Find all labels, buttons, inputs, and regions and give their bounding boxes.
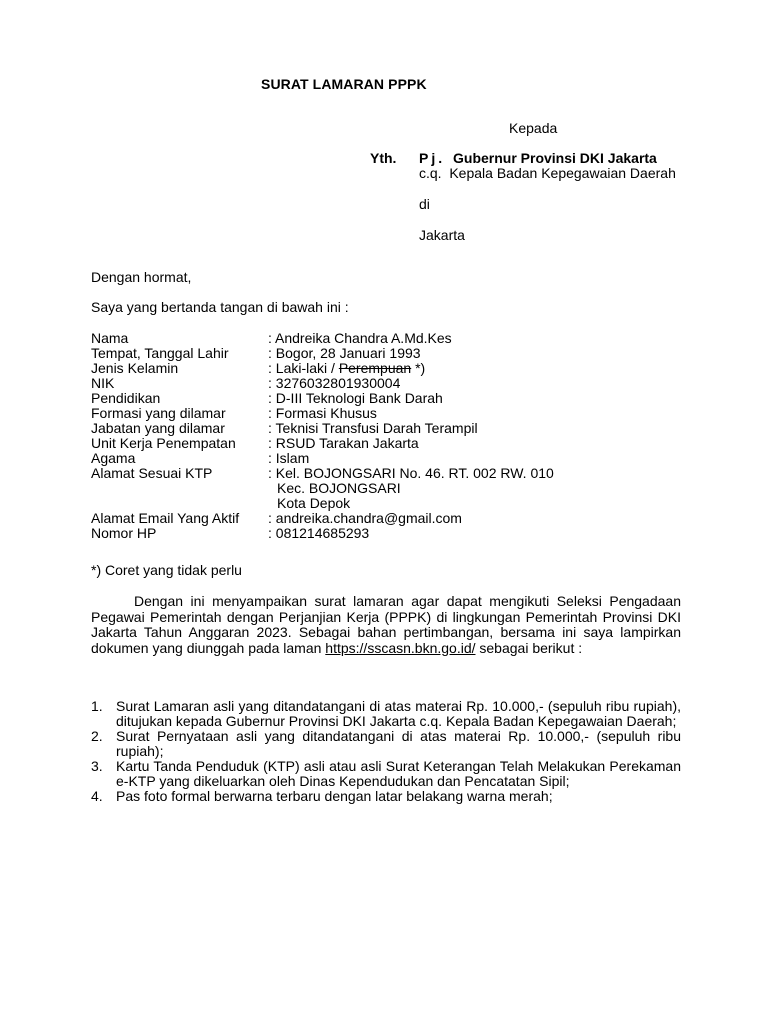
field-row-ttl — [91, 346, 651, 361]
field-row-unit-kerja — [91, 436, 651, 451]
body-text: Dengan ini menyampaikan surat lamaran agar dapat mengikuti Seleksi Pengadaan Pegawai Pemerintah dengan Perjanjian Kerja (PPPK) di lingkungan Pemerintah Provinsi DKI Jakarta Tahun Anggaran 2023. Sebagai bahan pertimbangan, bersama ini saya lampirkan dokumen yang diunggah pada laman — [91, 593, 681, 656]
list-text: Surat Lamaran asli yang ditandatangani di atas materai Rp. 10.000,- (sepuluh ribu rupiah), ditujukan kepada Gubernur Provinsi DKI Jakarta c.q. Kepala Badan Kepegawaian Daerah; — [116, 698, 681, 729]
field-label: Unit Kerja Penempatan — [91, 435, 236, 451]
field-value: : RSUD Tarakan Jakarta — [268, 435, 419, 451]
field-row-gender — [91, 361, 651, 376]
field-label: Tempat, Tanggal Lahir — [91, 345, 229, 361]
field-row-jabatan — [91, 421, 651, 436]
field-label: Formasi yang dilamar — [91, 405, 226, 421]
recipient-kepada: Kepada — [509, 120, 558, 136]
field-label: Jenis Kelamin — [91, 360, 179, 376]
list-number: 3. — [91, 758, 103, 774]
recipient-city: Jakarta — [419, 227, 465, 243]
list-number: 4. — [91, 788, 103, 804]
field-label: Jabatan yang dilamar — [91, 420, 225, 436]
list-item — [91, 699, 681, 729]
list-text: Pas foto formal berwarna terbaru dengan latar belakang warna merah; — [116, 788, 553, 804]
applicant-fields — [91, 331, 651, 541]
field-label: NIK — [91, 375, 115, 391]
field-row-agama — [91, 451, 651, 466]
list-text: Surat Pernyataan asli yang ditandatangani di atas materai Rp. 10.000,- (sepuluh ribu rupiah); — [116, 728, 681, 759]
body-tail: sebagai berikut : — [475, 639, 583, 656]
list-text: Kartu Tanda Penduduk (KTP) asli atau asli Surat Keterangan Telah Melakukan Perekaman e-KTP yang dikeluarkan oleh Dinas Kependudukan dan Pencatatan Sipil; — [116, 758, 681, 789]
gender-struck: Perempuan — [338, 360, 412, 376]
list-item — [91, 729, 681, 759]
field-value: : andreika.chandra@gmail.com — [268, 510, 462, 526]
field-value: : Formasi Khusus — [268, 405, 377, 421]
list-item — [91, 759, 681, 789]
field-value: : Bogor, 28 Januari 1993 — [268, 345, 421, 361]
address-continuation: Kec. BOJONGSARI — [277, 480, 401, 496]
list-item — [91, 789, 681, 804]
field-value: : D-III Teknologi Bank Darah — [268, 390, 443, 406]
field-value: : Kel. BOJONGSARI No. 46. RT. 002 RW. 010 — [268, 465, 554, 481]
field-value: : Teknisi Transfusi Darah Terampil — [268, 420, 478, 436]
recipient-cq: c.q. Kepala Badan Kepegawaian Daerah — [419, 165, 676, 181]
field-row-pendidikan — [91, 391, 651, 406]
field-value: : Islam — [268, 450, 310, 466]
strike-note: *) Coret yang tidak perlu — [91, 562, 242, 578]
field-label: Agama — [91, 450, 136, 466]
field-row-nik — [91, 376, 651, 391]
field-value — [268, 361, 425, 376]
field-value: : Andreika Chandra A.Md.Kes — [268, 330, 452, 346]
list-number: 2. — [91, 728, 103, 744]
field-label: Nama — [91, 330, 129, 346]
field-value: : 3276032801930004 — [268, 375, 401, 391]
recipient-position: Gubernur Provinsi DKI Jakarta — [453, 150, 657, 166]
gender-suffix: *) — [411, 360, 426, 376]
letter-title: SURAT LAMARAN PPPK — [261, 76, 427, 92]
sscasn-link[interactable]: https://sscasn.bkn.go.id/ — [325, 639, 476, 656]
recipient-pj: Pj. — [419, 150, 446, 166]
field-row-nama — [91, 331, 651, 346]
field-row-hp — [91, 526, 651, 541]
greeting: Dengan hormat, — [91, 269, 192, 285]
body-paragraph — [91, 594, 681, 656]
field-row-email — [91, 511, 651, 526]
address-continuation: Kota Depok — [277, 495, 351, 511]
recipient-yth: Yth. — [370, 150, 397, 166]
recipient-di: di — [419, 196, 430, 212]
field-value: : 081214685293 — [268, 525, 370, 541]
intro-line: Saya yang bertanda tangan di bawah ini : — [91, 299, 349, 315]
field-label: Nomor HP — [91, 525, 157, 541]
attachment-list — [91, 699, 681, 804]
field-row-alamat — [91, 466, 651, 481]
field-label: Alamat Email Yang Aktif — [91, 510, 240, 526]
field-row-formasi — [91, 406, 651, 421]
field-label: Alamat Sesuai KTP — [91, 465, 213, 481]
gender-prefix: : Laki-laki / — [268, 360, 339, 376]
field-label: Pendidikan — [91, 390, 161, 406]
list-number: 1. — [91, 698, 103, 714]
